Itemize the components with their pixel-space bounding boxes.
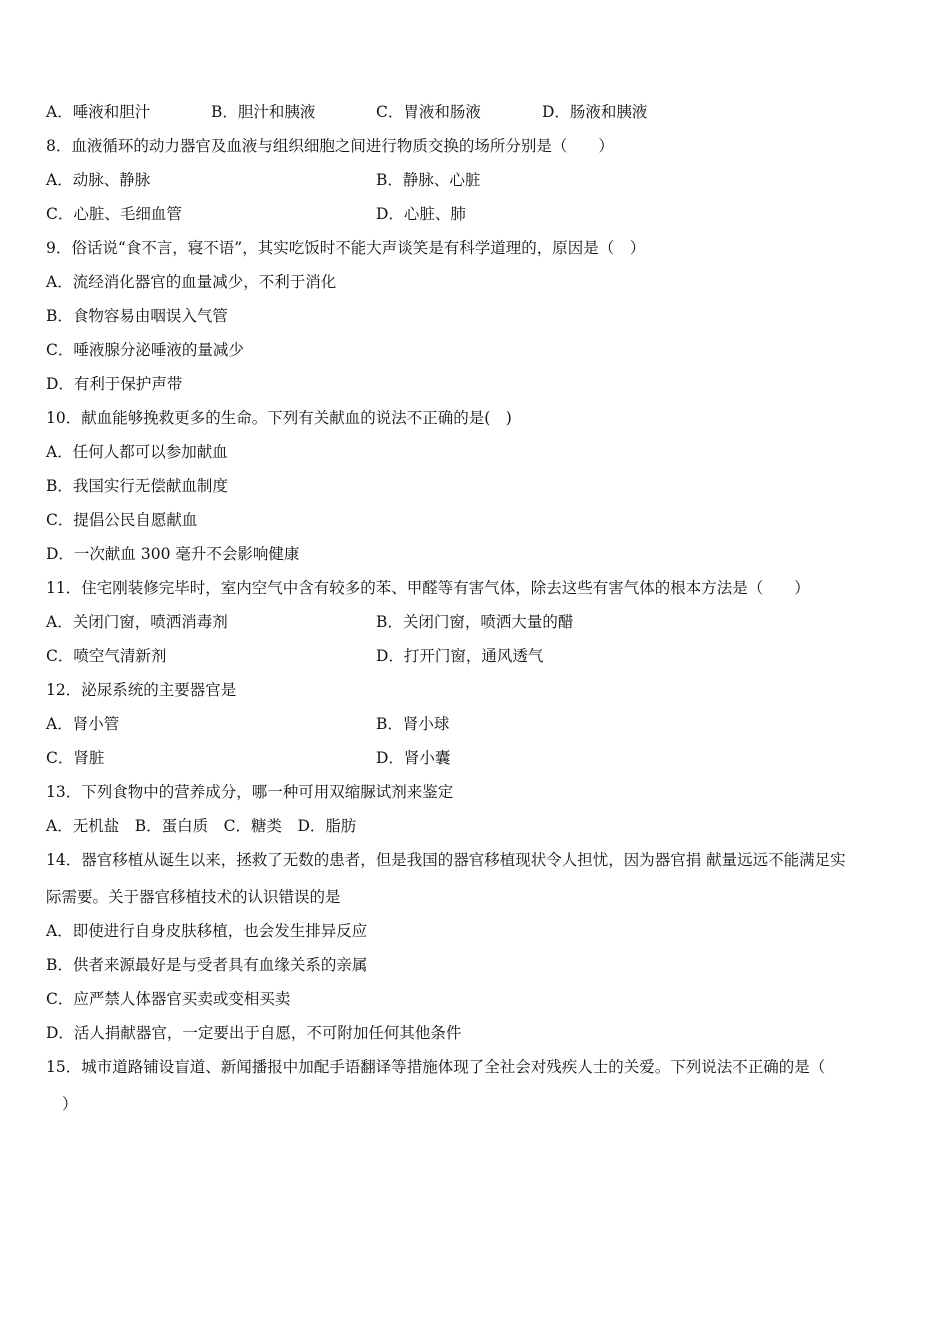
q8-option-d: D．心脏、肺 [376, 205, 466, 223]
q12-stem: 12．泌尿系统的主要器官是 [46, 681, 237, 699]
q12-option-b: B．肾小球 [376, 715, 450, 733]
q8-option-b: B．静脉、心脏 [376, 171, 481, 189]
q9-option-d: D．有利于保护声带 [46, 375, 183, 393]
q15-stem-line2: ） [62, 1095, 78, 1113]
q8-row-ab [46, 170, 481, 190]
q11-row-cd [46, 646, 544, 666]
q14-option-a: A．即使进行自身皮肤移植，也会发生排异反应 [46, 922, 368, 940]
q12-option-c: C．肾脏 [46, 749, 105, 767]
q7-option-d: D．肠液和胰液 [542, 103, 648, 121]
q14-stem-line1: 14．器官移植从诞生以来，拯救了无数的患者，但是我国的器官移植现状令人担忧，因为器官捐 献量远远不能满足实 [46, 851, 846, 869]
q9-option-c: C．唾液腺分泌唾液的量减少 [46, 341, 244, 359]
q9-option-a: A．流经消化器官的血量减少，不利于消化 [46, 273, 337, 291]
q14-option-b: B．供者来源最好是与受者具有血缘关系的亲属 [46, 956, 368, 974]
q7-option-c: C．胃液和肠液 [376, 103, 481, 121]
q14-stem-line2: 际需要。关于器官移植技术的认识错误的是 [46, 888, 341, 906]
q14-option-c: C．应严禁人体器官买卖或变相买卖 [46, 990, 291, 1008]
q9-stem: 9．俗话说“食不言，寝不语”，其实吃饭时不能大声谈笑是有科学道理的，原因是（ ） [46, 239, 646, 257]
q12-option-d: D．肾小囊 [376, 749, 451, 767]
q7-option-b: B．胆汁和胰液 [211, 103, 316, 121]
q12-row-cd [46, 748, 451, 768]
q9-option-b: B．食物容易由咽误入气管 [46, 307, 228, 325]
q8-option-a: A．动脉、静脉 [46, 171, 151, 189]
q11-option-c: C．喷空气清新剂 [46, 647, 167, 665]
q12-option-a: A．肾小管 [46, 715, 120, 733]
q11-row-ab [46, 612, 574, 632]
q11-option-a: A．关闭门窗，喷洒消毒剂 [46, 613, 228, 631]
q8-stem: 8．血液循环的动力器官及血液与组织细胞之间进行物质交换的场所分别是（ ） [46, 137, 614, 155]
q10-option-b: B．我国实行无偿献血制度 [46, 477, 228, 495]
q10-option-a: A．任何人都可以参加献血 [46, 443, 228, 461]
q12-row-ab [46, 714, 450, 734]
q8-row-cd [46, 204, 466, 224]
q14-option-d: D．活人捐献器官，一定要出于自愿，不可附加任何其他条件 [46, 1024, 462, 1042]
q13-options: A．无机盐 B．蛋白质 C．糖类 D．脂肪 [46, 817, 357, 835]
q10-option-c: C．提倡公民自愿献血 [46, 511, 198, 529]
q11-option-d: D．打开门窗，通风透气 [376, 647, 544, 665]
q15-stem-line1: 15．城市道路铺设盲道、新闻播报中加配手语翻译等措施体现了全社会对残疾人士的关爱。下列说法不正确的是（ [46, 1058, 826, 1076]
q8-option-c: C．心脏、毛细血管 [46, 205, 182, 223]
q10-stem: 10．献血能够挽救更多的生命。下列有关献血的说法不正确的是( ) [46, 409, 512, 427]
q7-option-a: A．唾液和胆汁 [46, 103, 151, 121]
q10-option-d: D．一次献血 300 毫升不会影响健康 [46, 545, 300, 563]
q13-stem: 13．下列食物中的营养成分，哪一种可用双缩脲试剂来鉴定 [46, 783, 454, 801]
q11-option-b: B．关闭门窗，喷洒大量的醋 [376, 613, 574, 631]
q11-stem: 11．住宅刚装修完毕时，室内空气中含有较多的苯、甲醛等有害气体，除去这些有害气体的根本方法是（ ） [46, 579, 810, 597]
